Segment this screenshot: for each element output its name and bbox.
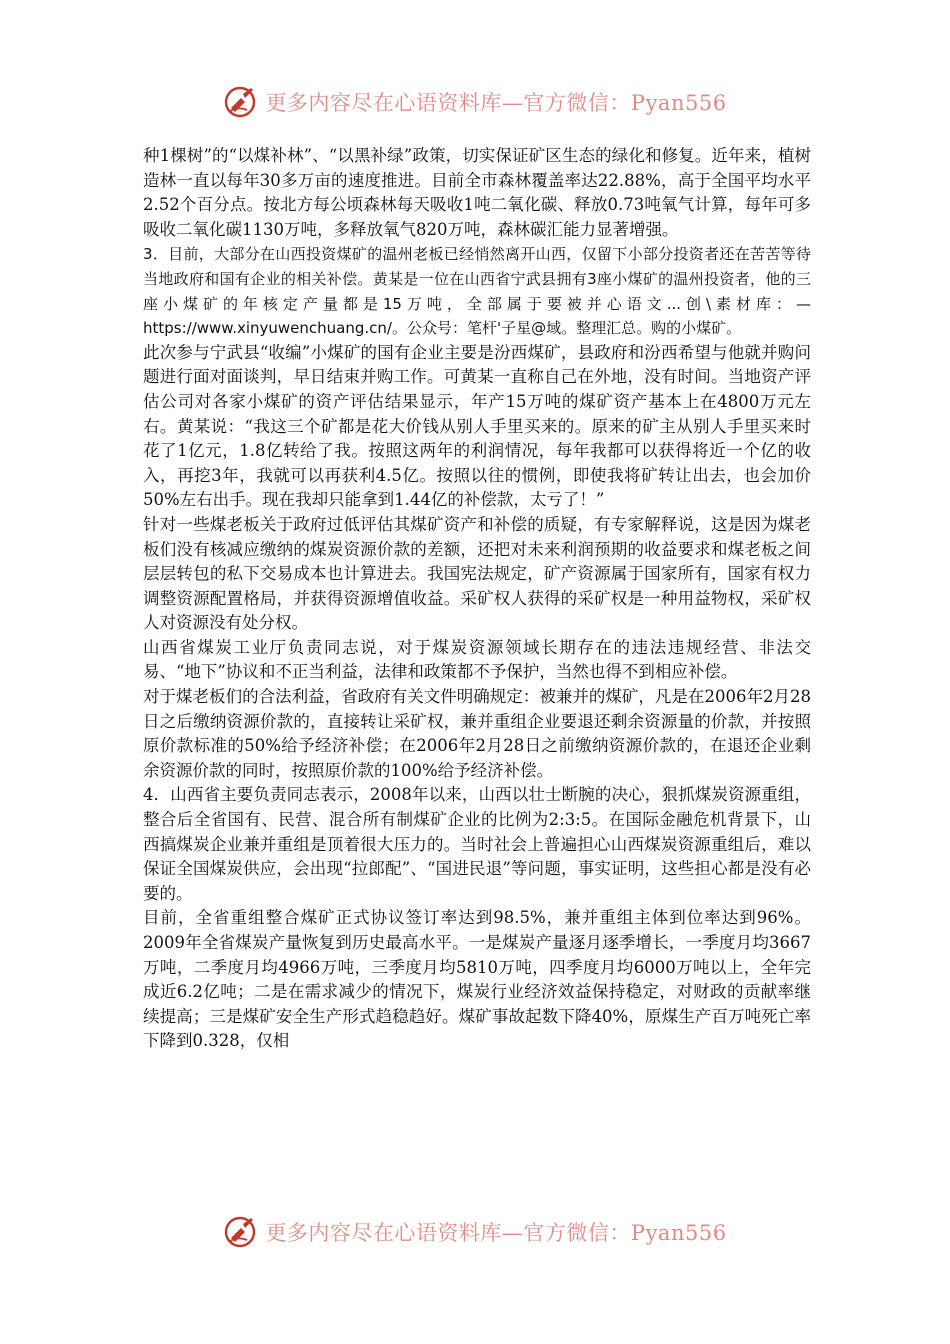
paragraph-5: 山西省煤炭工业厅负责同志说，对于煤炭资源领域长期存在的违法违规经营、非法交易、“地下”协议和不正当利益，法律和政策都不予保护，当然也得不到相应补偿。 — [143, 637, 811, 682]
paragraph-6: 对于煤老板们的合法利益，省政府有关文件明确规定：被兼并的煤矿，凡是在2006年2月28日之后缴纳资源价款的，直接转让采矿权，兼并重组企业要退还剩余资源量的价款，并按照原价款标准的50%给予经济补偿；在2006年2月28日之前缴纳资源价款的，在退还企业剩余资源价款的同时，按照原价款的100%给予经济补偿。 — [143, 687, 811, 780]
header-banner — [0, 82, 950, 122]
paragraph-1: 种1棵树”的“以煤补林”、“以黑补绿”政策，切实保证矿区生态的绿化和修复。近年来，植树造林一直以每年30多万亩的速度推进。目前全市森林覆盖率达22.88%，高于全国平均水平2.52个百分点。按北方每公顷森林每天吸收1吨二氧化碳、释放0.73吨氧气计算，每年可多吸收二氧化碳1130万吨，多释放氧气820万吨，森林碳汇能力显著增强。 — [143, 146, 811, 239]
book-pen-logo-icon — [223, 1214, 259, 1250]
paragraph-4: 针对一些煤老板关于政府过低评估其煤矿资产和补偿的质疑，有专家解释说，这是因为煤老板们没有核减应缴纳的煤炭资源价款的差额，还把对未来利润预期的收益要求和煤老板之间层层转包的私下交易成本也计算进去。我国宪法规定，矿产资源属于国家所有，国家有权力调整资源配置格局，并获得资源增值收益。采矿权人获得的采矿权是一种用益物权，采矿权人对资源没有处分权。 — [143, 514, 811, 633]
footer-banner — [0, 1212, 950, 1252]
document-body — [143, 144, 811, 1054]
header-banner-text: 更多内容尽在心语资料库—官方微信：Pyan556 — [265, 91, 727, 115]
paragraph-8: 目前，全省重组整合煤矿正式协议签订率达到98.5%，兼并重组主体到位率达到96%。2009年全省煤炭产量恢复到历史最高水平。一是煤炭产量逐月逐季增长，一季度月均3667万吨，二季度月均4966万吨，三季度月均5810万吨，四季度月均6000万吨以上，全年完成近6.2亿吨；二是在需求减少的情况下，煤炭行业经济效益保持稳定，对财政的贡献率继续提高；三是煤矿安全生产形式趋稳趋好。煤矿事故起数下降40%，原煤生产百万吨死亡率下降到0.328，仅相 — [143, 908, 811, 1051]
footer-banner-text: 更多内容尽在心语资料库—官方微信：Pyan556 — [265, 1221, 727, 1245]
paragraph-2: 3．目前，大部分在山西投资煤矿的温州老板已经悄然离开山西，仅留下小部分投资者还在苦苦等待当地政府和国有企业的相关补偿。黄某是一位在山西省宁武县拥有3座小煤矿的温州投资者，他的三座小煤矿的年核定产量都是15万吨，全部属于要被并心语文...创\素材库：—https://www.xinyuwenchuang.cn/。公众号：笔杆'子星@域。整理汇总。购的小煤矿。 — [143, 245, 811, 338]
book-pen-logo-icon — [223, 84, 259, 120]
paragraph-7: 4．山西省主要负责同志表示，2008年以来，山西以壮士断腕的决心，狠抓煤炭资源重组，整合后全省国有、民营、混合所有制煤矿企业的比例为2:3:5。在国际金融危机背景下，山西搞煤炭企业兼并重组是顶着很大压力的。当时社会上普遍担心山西煤炭资源重组后，难以保证全国煤炭供应，会出现“拉郎配”、“国进民退”等问题，事实证明，这些担心都是没有必要的。 — [143, 785, 811, 903]
paragraph-3: 此次参与宁武县“收编”小煤矿的国有企业主要是汾西煤矿，县政府和汾西希望与他就并购问题进行面对面谈判，早日结束并购工作。可黄某一直称自己在外地，没有时间。当地资产评估公司对各家小煤矿的资产评估结果显示，年产15万吨的煤矿资产基本上在4800万元左右。黄某说：“我这三个矿都是花大价钱从别人手里买来的。原来的矿主从别人手里买来时花了1亿元，1.8亿转给了我。按照这两年的利润情况，每年我都可以获得将近一个亿的收入，再挖3年，我就可以再获利4.5亿。按照以往的惯例，即使我将矿转让出去，也会加价50%左右出手。现在我却只能拿到1.44亿的补偿款，太亏了！” — [143, 342, 811, 510]
